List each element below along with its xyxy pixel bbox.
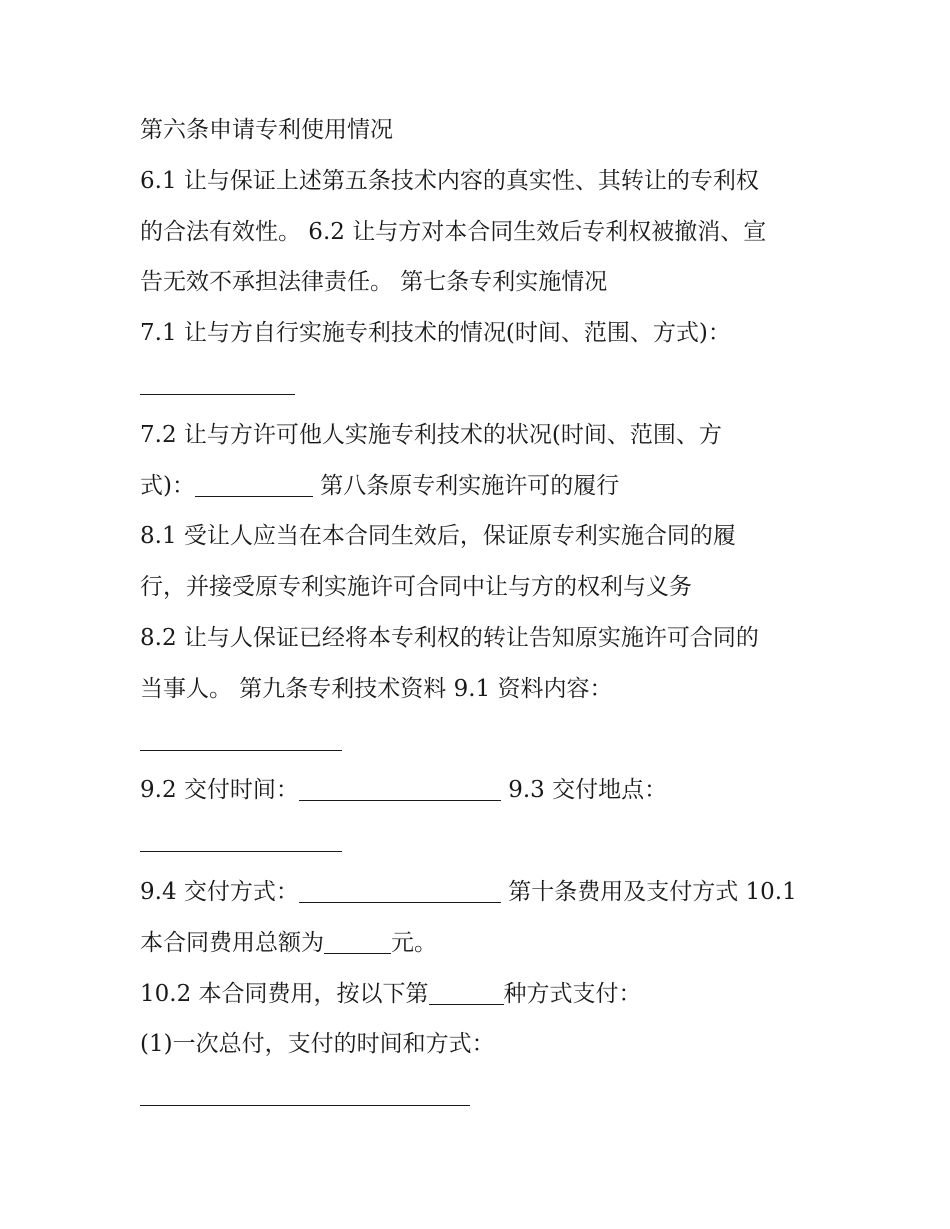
- fill-in-blank: [195, 496, 313, 497]
- line-text: 的合法有效性。 6.2 让与方对本合同生效后专利权被撤消、宣: [140, 218, 767, 245]
- fill-in-blank: [299, 902, 501, 903]
- text-line: [140, 410, 820, 461]
- fill-in-blank: [429, 1004, 504, 1005]
- text-line: [140, 816, 820, 867]
- text-line: [140, 511, 820, 562]
- line-text: 第十条费用及支付方式 10.1: [500, 878, 797, 905]
- line-text: 式)：: [140, 472, 195, 499]
- text-line: [140, 461, 820, 512]
- document-body: [140, 105, 820, 1121]
- line-text: 当事人。 第九条专利技术资料 9.1 资料内容：: [140, 675, 613, 702]
- text-line: [140, 105, 820, 156]
- text-line: [140, 664, 820, 715]
- fill-in-blank: [140, 851, 342, 852]
- fill-in-blank: [140, 1105, 470, 1106]
- line-text: 9.2 交付时间：: [140, 777, 299, 804]
- text-line: [140, 308, 820, 359]
- line-text: 8.2 让与人保证已经将本专利权的转让告知原实施许可合同的: [140, 624, 759, 651]
- line-text: 元。: [391, 929, 437, 956]
- text-line: [140, 1019, 820, 1070]
- text-line: [140, 867, 820, 918]
- line-text: 9.4 交付方式：: [140, 878, 299, 905]
- line-text: 6.1 让与保证上述第五条技术内容的真实性、其转让的专利权: [140, 167, 759, 194]
- line-text: 10.2 本合同费用，按以下第: [140, 980, 429, 1007]
- line-text: 7.2 让与方许可他人实施专利技术的状况(时间、范围、方: [140, 421, 722, 448]
- text-line: [140, 613, 820, 664]
- line-text: 告无效不承担法律责任。 第七条专利实施情况: [140, 269, 608, 296]
- text-line: [140, 1070, 820, 1121]
- line-text: 第六条申请专利使用情况: [140, 117, 393, 143]
- text-line: [140, 207, 820, 258]
- fill-in-blank: [140, 394, 295, 395]
- line-text: 9.3 交付地点：: [500, 777, 668, 804]
- text-line: [140, 359, 820, 410]
- line-text: 行，并接受原专利实施许可合同中让与方的权利与义务: [140, 574, 692, 601]
- line-text: 第八条原专利实施许可的履行: [312, 472, 620, 499]
- line-text: (1)一次总付，支付的时间和方式：: [140, 1031, 495, 1058]
- text-line: [140, 765, 820, 816]
- fill-in-blank: [140, 750, 342, 751]
- text-line: [140, 257, 820, 308]
- line-text: 7.1 让与方自行实施专利技术的情况(时间、范围、方式)：: [140, 320, 731, 347]
- fill-in-blank: [299, 800, 501, 801]
- line-text: 种方式支付：: [503, 980, 642, 1007]
- text-line: [140, 562, 820, 613]
- text-line: [140, 715, 820, 766]
- text-line: [140, 918, 820, 969]
- line-text: 8.1 受让人应当在本合同生效后，保证原专利实施合同的履: [140, 523, 736, 550]
- text-line: [140, 156, 820, 207]
- line-text: 本合同费用总额为: [140, 929, 324, 956]
- text-line: [140, 969, 820, 1020]
- fill-in-blank: [324, 953, 391, 954]
